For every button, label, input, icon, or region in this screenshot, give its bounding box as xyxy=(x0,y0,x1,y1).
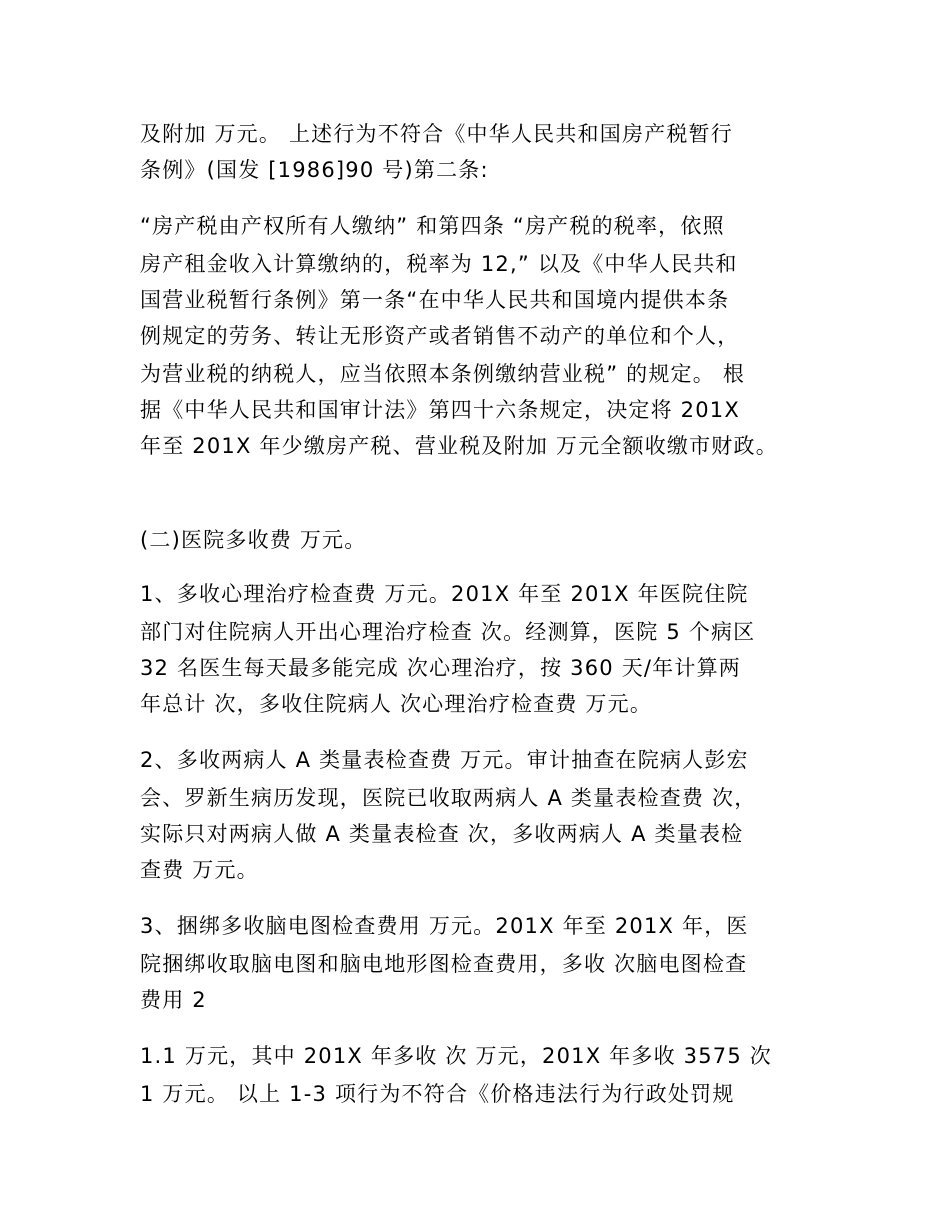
section-heading: (二)医院多收费 万元。 xyxy=(140,528,367,552)
text-line: 查费 万元。 xyxy=(140,858,259,882)
text-line: 1、多收心理治疗检查费 万元。201X 年至 201X 年医院住院 xyxy=(140,582,749,606)
text-line: 1.1 万元，其中 201X 年多收 次 万元，201X 年多收 3575 次 xyxy=(140,1044,772,1068)
text-line: 部门对住院病人开出心理治疗检查 次。经测算，医院 5 个病区 xyxy=(140,620,756,644)
text-line: 费用 2 xyxy=(140,988,207,1012)
text-line: 实际只对两病人做 A 类量表检查 次，多收两病人 A 类量表检 xyxy=(140,822,744,846)
text-line: 据《中华人民共和国审计法》第四十六条规定，决定将 201X xyxy=(140,398,740,422)
text-line: 院捆绑收取脑电图和脑电地形图检查费用，多收 次脑电图检查 xyxy=(140,952,748,976)
text-line: 2、多收两病人 A 类量表检查费 万元。审计抽查在院病人彭宏 xyxy=(140,748,749,772)
text-line: 及附加 万元。 上述行为不符合《中华人民共和国房产税暂行 xyxy=(140,122,733,146)
text-line: 国营业税暂行条例》第一条“在中华人民共和国境内提供本条 xyxy=(140,288,730,312)
text-line: 房产租金收入计算缴纳的，税率为 12,” 以及《中华人民共和 xyxy=(140,252,738,276)
text-line: 年至 201X 年少缴房产税、营业税及附加 万元全额收缴市财政。 xyxy=(140,434,778,458)
text-line: 为营业税的纳税人，应当依照本条例缴纳营业税” 的规定。 根 xyxy=(140,362,746,386)
text-line: “房产税由产权所有人缴纳” 和第四条 “房产税的税率，依照 xyxy=(140,214,725,238)
text-line: 3、捆绑多收脑电图检查费用 万元。201X 年至 201X 年，医 xyxy=(140,914,749,938)
text-line: 条例》(国发 [1986]90 号)第二条: xyxy=(140,158,489,182)
text-line: 1 万元。 以上 1-3 项行为不符合《价格违法行为行政处罚规 xyxy=(140,1082,735,1106)
text-line: 会、罗新生病历发现，医院已收取两病人 A 类量表检查费 次， xyxy=(140,786,757,810)
text-line: 例规定的劳务、转让无形资产或者销售不动产的单位和个人， xyxy=(140,324,740,348)
text-line: 32 名医生每天最多能完成 次心理治疗，按 360 天/年计算两 xyxy=(140,656,741,680)
text-line: 年总计 次，多收住院病人 次心理治疗检查费 万元。 xyxy=(140,692,653,716)
